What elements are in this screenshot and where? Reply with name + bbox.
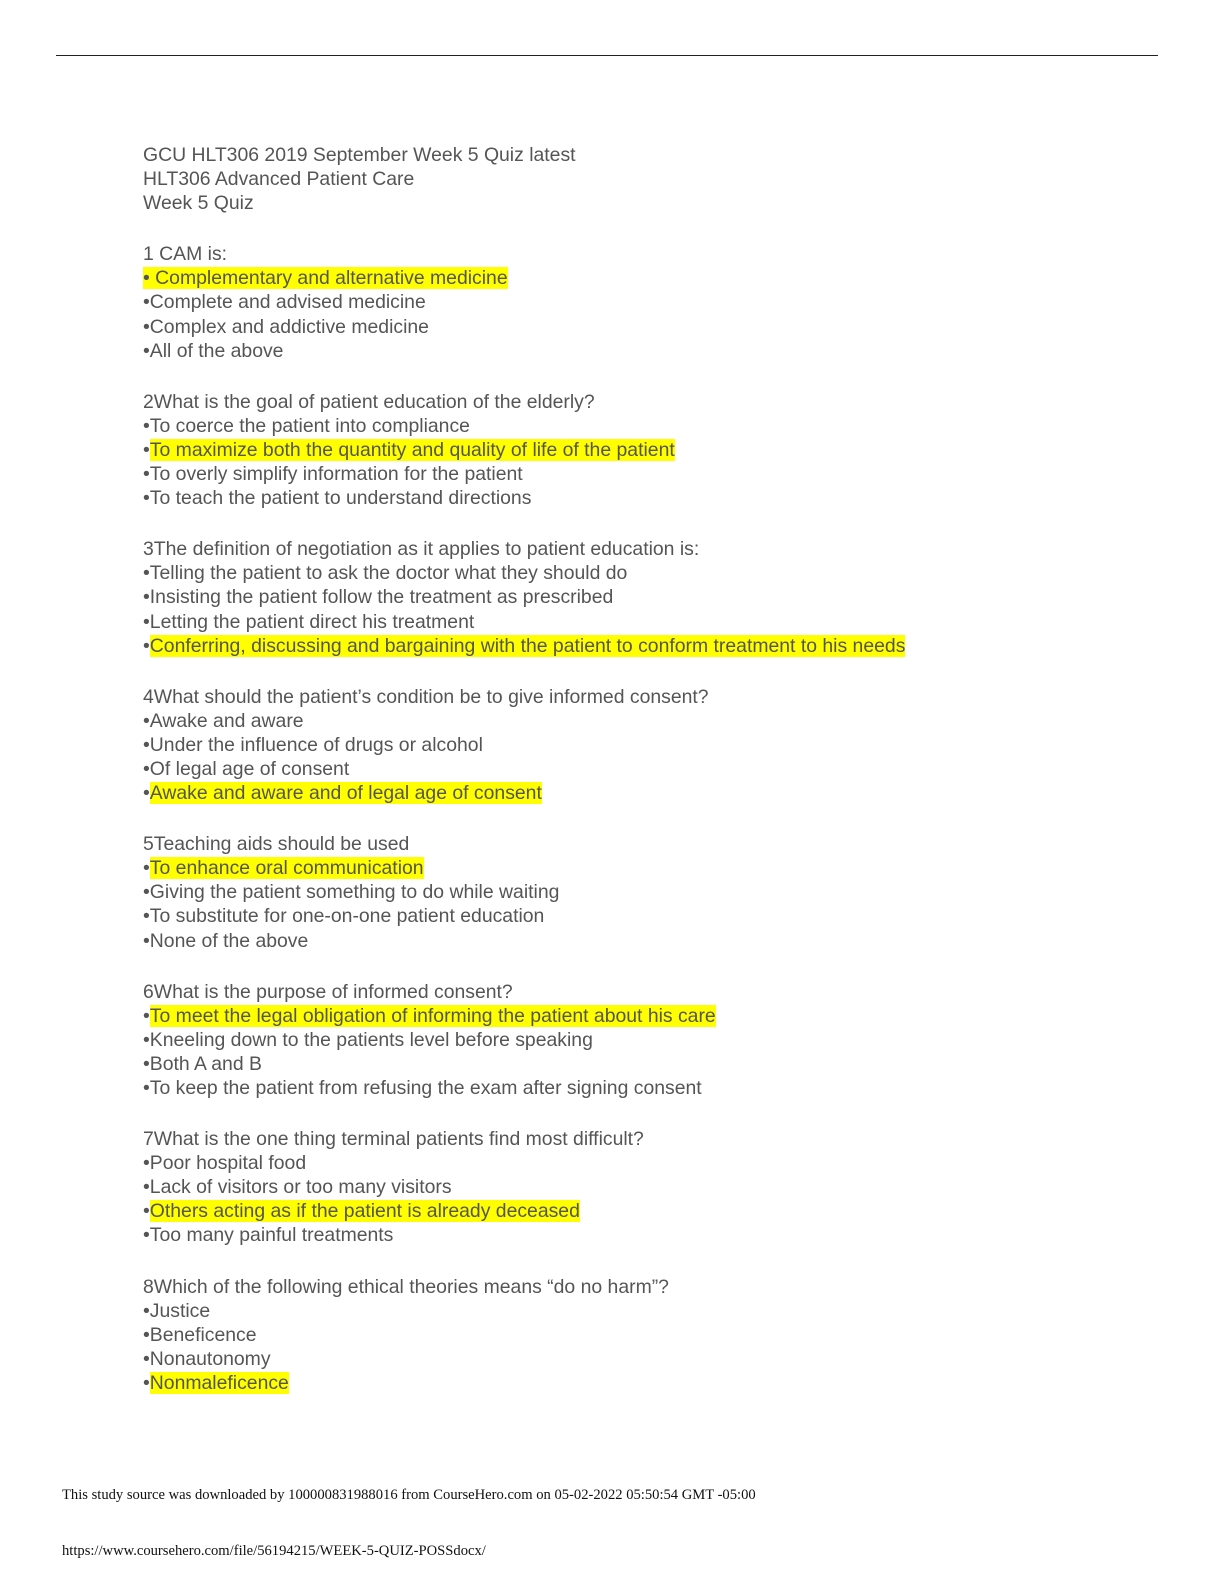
answer-option-correct: [143, 1004, 1183, 1028]
source-url: https://www.coursehero.com/file/56194215/WEEK-5-QUIZ-POSSdocx/: [62, 1543, 486, 1559]
option-text: Beneficence: [149, 1323, 257, 1346]
option-text: To substitute for one-on-one patient education: [149, 905, 545, 928]
answer-option: [143, 1175, 1183, 1199]
answer-option: [143, 1052, 1183, 1076]
answer-option: [143, 585, 1183, 609]
bullet: •: [143, 1052, 150, 1075]
bullet: •: [143, 315, 150, 338]
bullet: •: [143, 1176, 150, 1199]
course-name: HLT306 Advanced Patient Care: [143, 168, 415, 191]
answer-option: [143, 462, 1183, 486]
bullet: •: [143, 1200, 150, 1223]
option-text: Telling the patient to ask the doctor what they should do: [149, 562, 628, 585]
answer-option: [143, 339, 1183, 363]
option-text: Letting the patient direct his treatment: [149, 610, 475, 633]
question-prompt: 1 CAM is:: [143, 243, 228, 266]
answer-option-correct: [143, 1371, 1183, 1395]
bullet: •: [143, 1224, 150, 1247]
bullet: •: [143, 463, 150, 486]
bullet: •: [143, 929, 150, 952]
answer-option-correct: [143, 266, 1183, 290]
answer-option: [143, 486, 1183, 510]
answer-option-correct: [143, 438, 1183, 462]
option-text: To maximize both the quantity and quality of life of the patient: [149, 438, 675, 461]
answer-option: [143, 1151, 1183, 1175]
answer-option-correct: [143, 781, 1183, 805]
answer-option: [143, 610, 1183, 634]
option-text: None of the above: [149, 929, 309, 952]
question-block: [143, 390, 1183, 510]
question-block: [143, 1127, 1183, 1247]
option-text: Others acting as if the patient is already deceased: [149, 1200, 580, 1223]
option-text: Nonmaleficence: [149, 1371, 289, 1394]
answer-option: [143, 929, 1183, 953]
bullet: •: [143, 1077, 150, 1099]
option-text: Complex and addictive medicine: [149, 315, 429, 338]
option-text: Insisting the patient follow the treatment as prescribed: [149, 586, 614, 609]
bullet: •: [143, 1323, 150, 1346]
option-text: Kneeling down to the patients level before speaking: [149, 1028, 593, 1051]
answer-option: [143, 1323, 1183, 1347]
answer-option: [143, 1223, 1183, 1247]
bullet: •: [143, 1347, 150, 1370]
download-source-note: This study source was downloaded by 100000831988016 from CourseHero.com on 05-02-2022 05:50:54 GMT -05:00: [62, 1487, 756, 1503]
document-body: [143, 143, 1183, 1422]
question-prompt: 4What should the patient’s condition be to give informed consent?: [143, 685, 709, 708]
option-text: • Complementary and alternative medicine: [143, 267, 508, 290]
bullet: •: [143, 881, 150, 904]
answer-option: [143, 315, 1183, 339]
option-text: Of legal age of consent: [149, 757, 350, 780]
option-text: Both A and B: [149, 1052, 262, 1075]
answer-option: [143, 561, 1183, 585]
answer-option: [143, 757, 1183, 781]
bullet: •: [143, 782, 150, 805]
bullet: •: [143, 905, 150, 928]
bullet: •: [143, 1004, 150, 1027]
option-text: Conferring, discussing and bargaining with the patient to conform treatment to his needs: [149, 634, 906, 657]
answer-option: [143, 414, 1183, 438]
bullet: •: [143, 562, 150, 585]
answer-option: [143, 733, 1183, 757]
option-text: To coerce the patient into compliance: [149, 414, 470, 437]
option-text: To overly simplify information for the patient: [149, 463, 523, 486]
document-title: GCU HLT306 2019 September Week 5 Quiz latest: [143, 144, 576, 166]
question-prompt: 2What is the goal of patient education of the elderly?: [143, 390, 595, 413]
option-text: Giving the patient something to do while waiting: [149, 881, 560, 904]
question-prompt: 5Teaching aids should be used: [143, 833, 410, 856]
option-text: To meet the legal obligation of informing the patient about his care: [149, 1004, 716, 1027]
option-text: Too many painful treatments: [149, 1224, 394, 1247]
bullet: •: [143, 709, 150, 732]
bullet: •: [143, 733, 150, 756]
question-prompt: 6What is the purpose of informed consent?: [143, 980, 513, 1003]
bullet: •: [143, 291, 150, 314]
question-prompt: 8Which of the following ethical theories means “do no harm”?: [143, 1275, 669, 1298]
answer-option: [143, 1299, 1183, 1323]
answer-option: [143, 709, 1183, 733]
option-text: To keep the patient from refusing the exam after signing consent: [149, 1077, 702, 1099]
answer-option: [143, 904, 1183, 928]
answer-option: [143, 1076, 1183, 1100]
bullet: •: [143, 339, 150, 362]
answer-option-correct: [143, 1199, 1183, 1223]
question-block: [143, 537, 1183, 657]
answer-option-correct: [143, 634, 1183, 658]
bullet: •: [143, 610, 150, 633]
option-text: Awake and aware: [149, 709, 304, 732]
option-text: Lack of visitors or too many visitors: [149, 1176, 452, 1199]
option-text: Justice: [149, 1299, 211, 1322]
answer-option: [143, 1347, 1183, 1371]
bullet: •: [143, 634, 150, 657]
bullet: •: [143, 1152, 150, 1175]
option-text: To enhance oral communication: [149, 857, 424, 880]
question-prompt: 7What is the one thing terminal patients find most difficult?: [143, 1128, 644, 1151]
option-text: Awake and aware and of legal age of consent: [149, 782, 542, 805]
bullet: •: [143, 586, 150, 609]
question-block: [143, 685, 1183, 805]
answer-option: [143, 1028, 1183, 1052]
bullet: •: [143, 1299, 150, 1322]
top-divider: [56, 55, 1158, 56]
option-text: To teach the patient to understand directions: [149, 487, 532, 510]
option-text: Complete and advised medicine: [149, 291, 426, 314]
bullet: •: [143, 438, 150, 461]
bullet: •: [143, 414, 150, 437]
option-text: Under the influence of drugs or alcohol: [149, 733, 483, 756]
quiz-name: Week 5 Quiz: [143, 192, 254, 215]
option-text: All of the above: [149, 339, 284, 362]
bullet: •: [143, 1028, 150, 1051]
answer-option: [143, 290, 1183, 314]
answer-option-correct: [143, 856, 1183, 880]
bullet: •: [143, 1371, 150, 1394]
question-block: [143, 832, 1183, 952]
question-block: [143, 1275, 1183, 1395]
bullet: •: [143, 857, 150, 880]
question-prompt: 3The definition of negotiation as it applies to patient education is:: [143, 538, 700, 561]
bullet: •: [143, 487, 150, 510]
question-block: [143, 980, 1183, 1100]
question-list: [143, 242, 1183, 1395]
answer-option: [143, 880, 1183, 904]
question-block: [143, 242, 1183, 362]
document-header: [143, 143, 1183, 215]
bullet: •: [143, 757, 150, 780]
option-text: Nonautonomy: [149, 1347, 271, 1370]
option-text: Poor hospital food: [149, 1152, 307, 1175]
